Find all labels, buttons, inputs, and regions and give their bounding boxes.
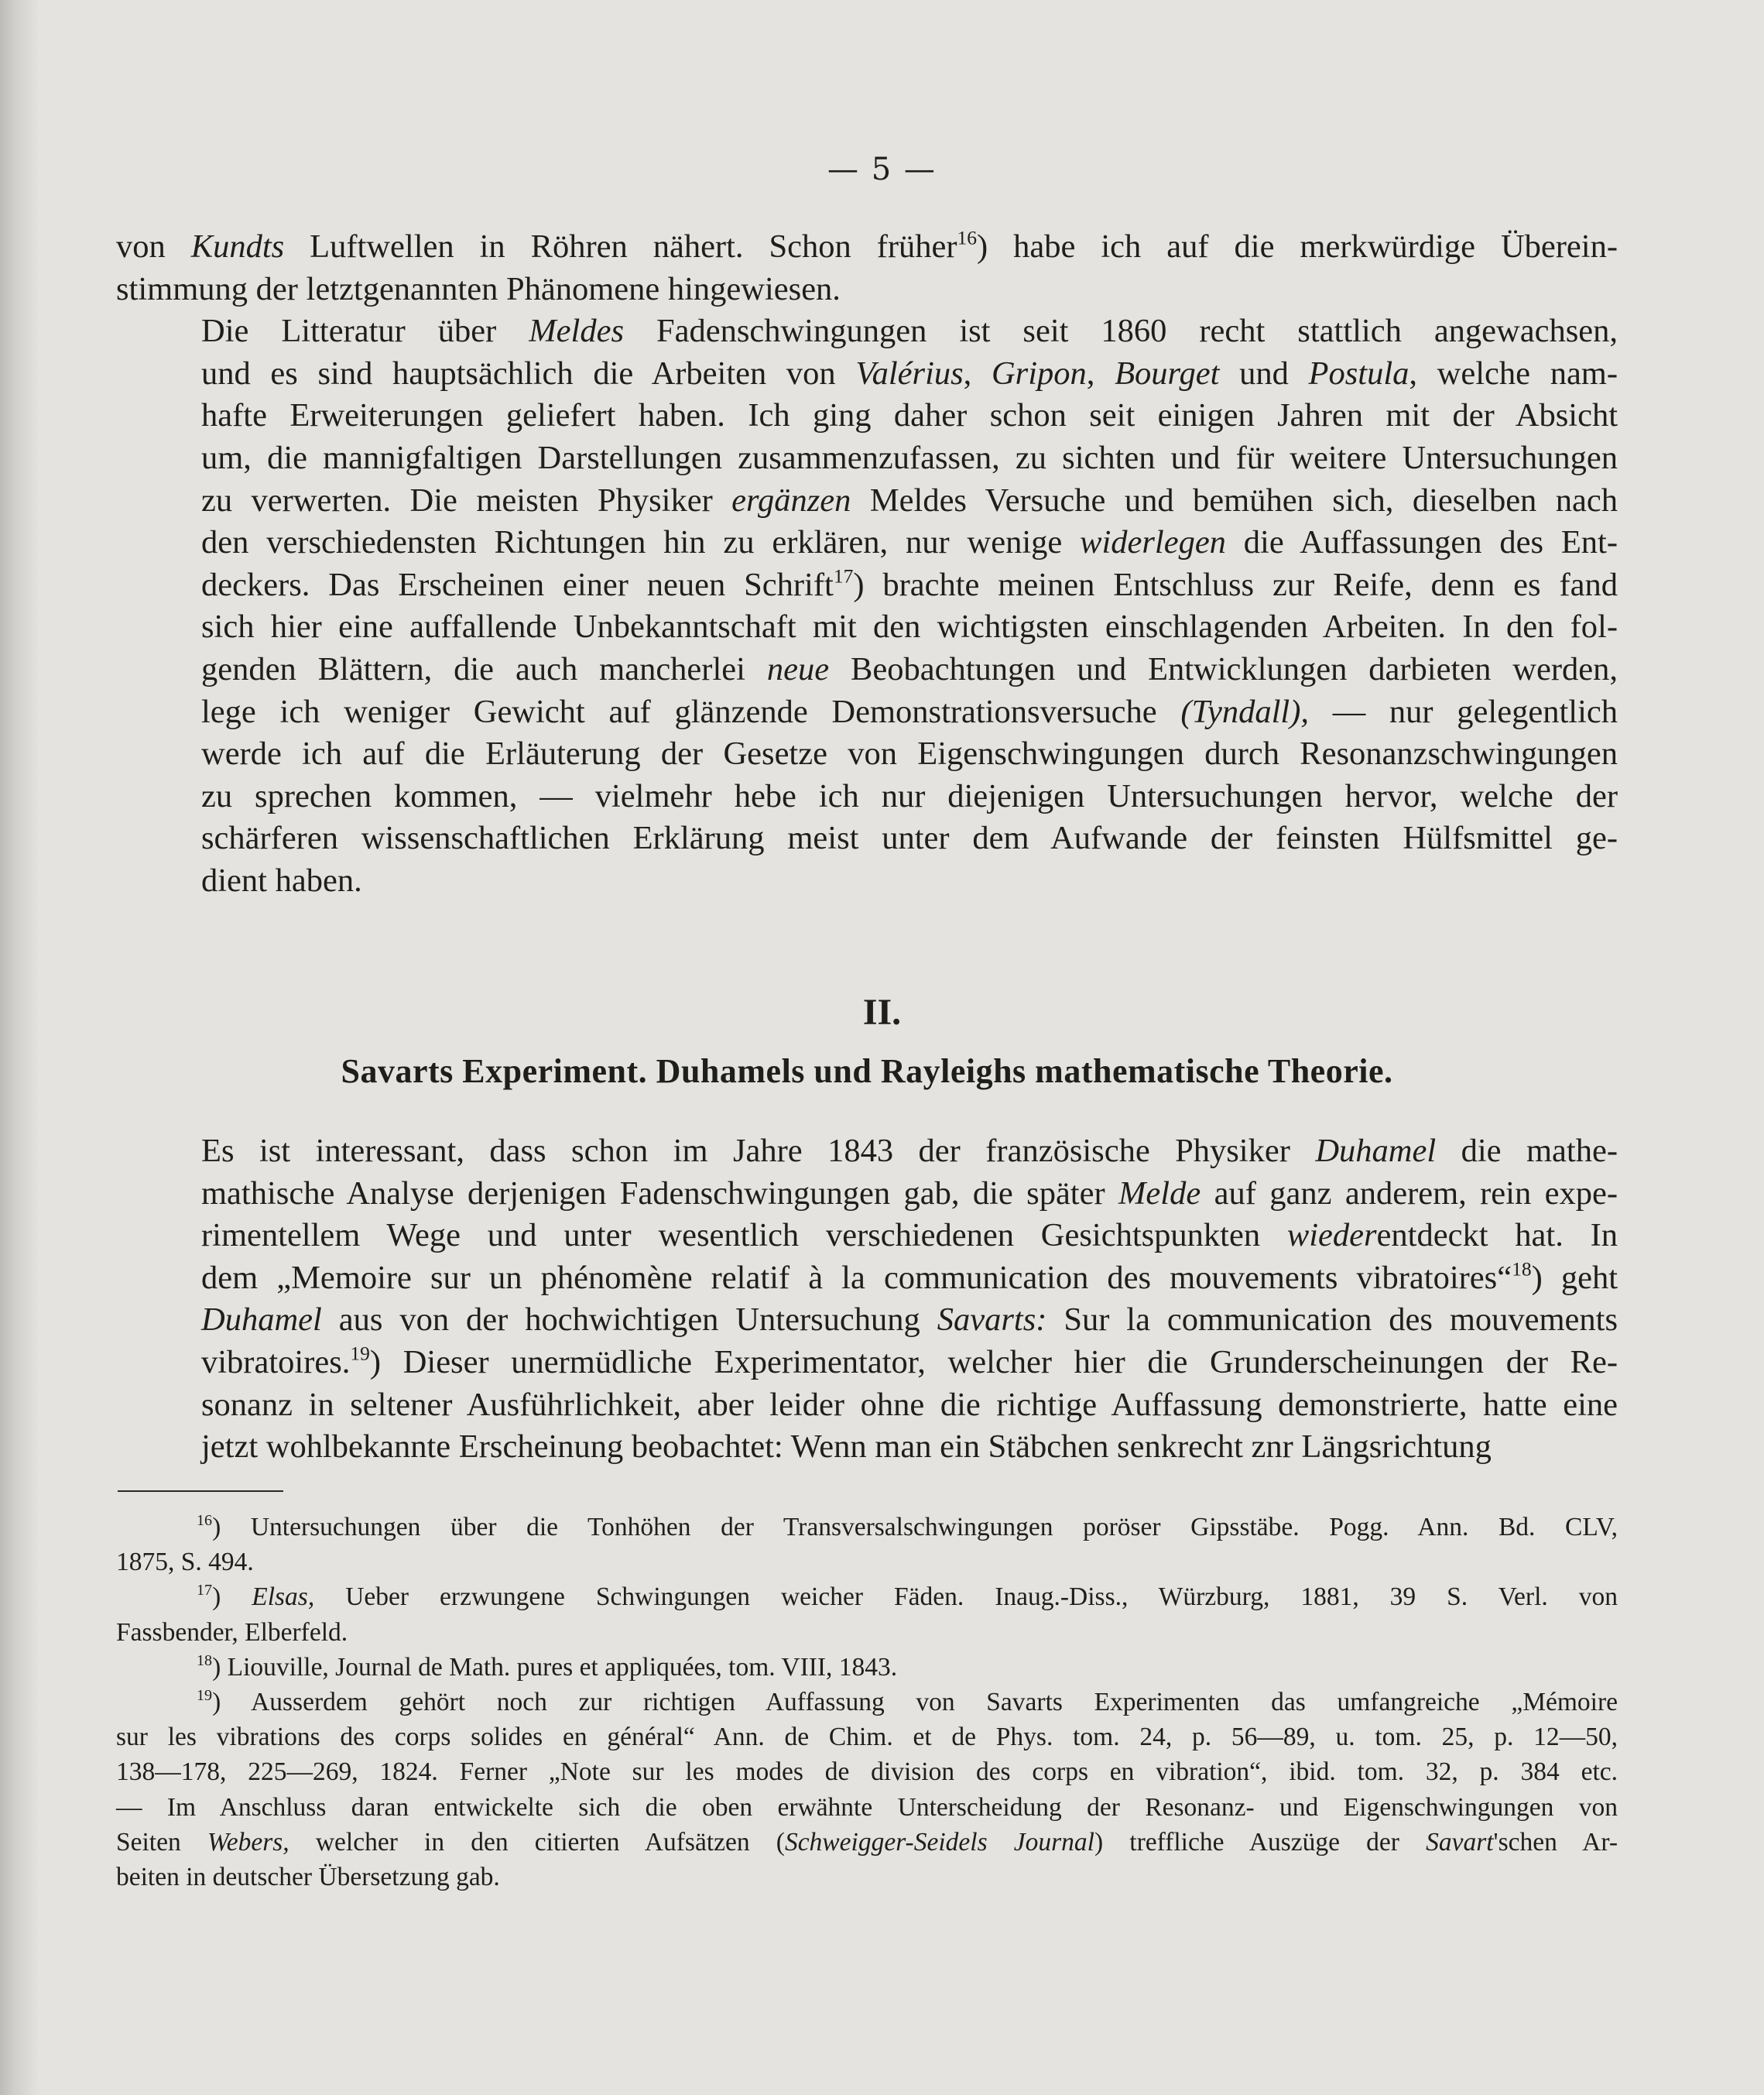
- text-line: genden Blättern, die auch mancherlei neue Beobachtungen und Entwicklungen darbieten werden,: [201, 650, 1618, 687]
- page-binding-shadow: [0, 0, 40, 2095]
- footnote-16: [116, 1510, 1618, 1579]
- paragraph-2: [116, 310, 1618, 902]
- text-line: $^{17}$) Elsas, Ueber erzwungene Schwingungen weicher Fäden. Inaug.-Diss., Würzburg, 1881, 39 S. Verl. von: [197, 1582, 1618, 1612]
- section-title: Savarts Experiment. Duhamels und Rayleighs mathematische Theorie.: [341, 1052, 1393, 1090]
- text-line: stimmung der letztgenannten Phänomene hingewiesen.: [116, 270, 841, 307]
- text-line: von Kundts Luftwellen in Röhren nähert. Schon früher$^{16}$) habe ich auf die merkwürdige Überein-: [116, 226, 1618, 265]
- text-line: vibratoires.$^{19}$) Dieser unermüdliche Experimentator, welcher hier die Grunderscheinungen der Re-: [201, 1342, 1618, 1380]
- text-line: sonanz in seltener Ausführlichkeit, aber leider ohne die richtige Auffassung demonstrierte, hatte eine: [201, 1386, 1618, 1423]
- text-line: rimentellem Wege und unter wesentlich verschiedenen Gesichtspunkten wiederentdeckt hat. In: [201, 1217, 1618, 1254]
- footnote-19: [116, 1685, 1618, 1894]
- text-line: $^{16}$) Untersuchungen über die Tonhöhen der Transversalschwingungen poröser Gipsstäbe. Pogg. Ann. Bd. CLV,: [197, 1511, 1618, 1541]
- text-line: $^{19}$) Ausserdem gehört noch zur richtigen Auffassung von Savarts Experimenten das umfangreiche „Mémoire: [197, 1686, 1618, 1717]
- text-line: dem „Memoire sur un phénomène relatif à la communication des mouvements vibratoires“$^{18}$) geht: [201, 1257, 1618, 1296]
- text-line: Die Litteratur über Meldes Fadenschwingungen ist seit 1860 recht stattlich angewachsen,: [201, 313, 1618, 350]
- text-line: den verschiedensten Richtungen hin zu erklären, nur wenige widerlegen die Auffassungen des Ent-: [201, 524, 1618, 561]
- footnotes: [116, 1510, 1618, 1894]
- text-line: und es sind hauptsächlich die Arbeiten von Valérius, Gripon, Bourget und Postula, welche nam-: [201, 355, 1618, 392]
- text-line: Fassbender, Elberfeld.: [116, 1617, 348, 1647]
- text-line: zu sprechen kommen, — vielmehr hebe ich nur diejenigen Untersuchungen hervor, welche der: [201, 777, 1618, 814]
- text-line: — Im Anschluss daran entwickelte sich die oben erwähnte Unterscheidung der Resonanz- und Eigenschwingungen von: [116, 1792, 1618, 1822]
- text-line: 1875, S. 494.: [116, 1548, 254, 1577]
- text-line: jetzt wohlbekannte Erscheinung beobachtet: Wenn man ein Stäbchen senkrecht znr Längsrichtung: [201, 1428, 1492, 1466]
- intro-text: [116, 226, 1618, 903]
- text-line: lege ich weniger Gewicht auf glänzende Demonstrationsversuche (Tyndall), — nur gelegentlich: [201, 693, 1618, 730]
- text-line: sur les vibrations des corps solides en général“ Ann. de Chim. et de Phys. tom. 24, p. 56—89, u. tom. 25, p. 12—50,: [116, 1723, 1618, 1752]
- section-number: II.: [862, 992, 902, 1033]
- text-line: Seiten Webers, welcher in den citierten Aufsätzen (Schweigger-Seidels Journal) treffliche Auszüge der Savart'schen Ar-: [116, 1827, 1618, 1857]
- text-line: sich hier eine auffallende Unbekanntschaft mit den wichtigsten einschlagenden Arbeiten. In den fol-: [201, 609, 1618, 646]
- text-line: Es ist interessant, dass schon im Jahre 1843 der französische Physiker Duhamel die mathe-: [201, 1133, 1618, 1169]
- text-line: beiten in deutscher Übersetzung gab.: [116, 1863, 500, 1892]
- text-line: schärferen wissenschaftlichen Erklärung meist unter dem Aufwande der feinsten Hülfsmittel ge-: [201, 820, 1618, 857]
- text-line: mathische Analyse derjenigen Fadenschwingungen gab, die später Melde auf ganz anderem, rein expe-: [201, 1174, 1618, 1212]
- paragraph-1: [116, 226, 1618, 310]
- section-body: [116, 1130, 1618, 1469]
- text-line: Duhamel aus von der hochwichtigen Untersuchung Savarts: Sur la communication des mouvements: [201, 1301, 1618, 1339]
- page-number: — 5 —: [827, 152, 937, 187]
- footnote-18: [116, 1650, 1618, 1685]
- text-line: zu verwerten. Die meisten Physiker ergänzen Meldes Versuche und bemühen sich, dieselben nach: [201, 482, 1618, 519]
- text-line: $^{18}$) Liouville, Journal de Math. pures et appliquées, tom. VIII, 1843.: [197, 1651, 898, 1682]
- text-line: werde ich auf die Erläuterung der Gesetze von Eigenschwingungen durch Resonanzschwingungen: [201, 735, 1618, 773]
- paragraph-3: [116, 1130, 1618, 1469]
- text-line: dient haben.: [201, 862, 362, 899]
- text-line: um, die mannigfaltigen Darstellungen zusammenzufassen, zu sichten und für weitere Untersuchungen: [201, 439, 1618, 476]
- text-line: hafte Erweiterungen geliefert haben. Ich ging daher schon seit einigen Jahren mit der Absicht: [201, 397, 1618, 434]
- text-line: 138—178, 225—269, 1824. Ferner „Note sur les modes de division des corps en vibration“, ibid. tom. 32, p. 384 etc.: [116, 1757, 1618, 1787]
- footnote-17: [116, 1579, 1618, 1649]
- text-line: deckers. Das Erscheinen einer neuen Schrift$^{17}$) brachte meinen Entschluss zur Reife, denn es fand: [201, 564, 1618, 603]
- footnote-separator: [118, 1490, 283, 1492]
